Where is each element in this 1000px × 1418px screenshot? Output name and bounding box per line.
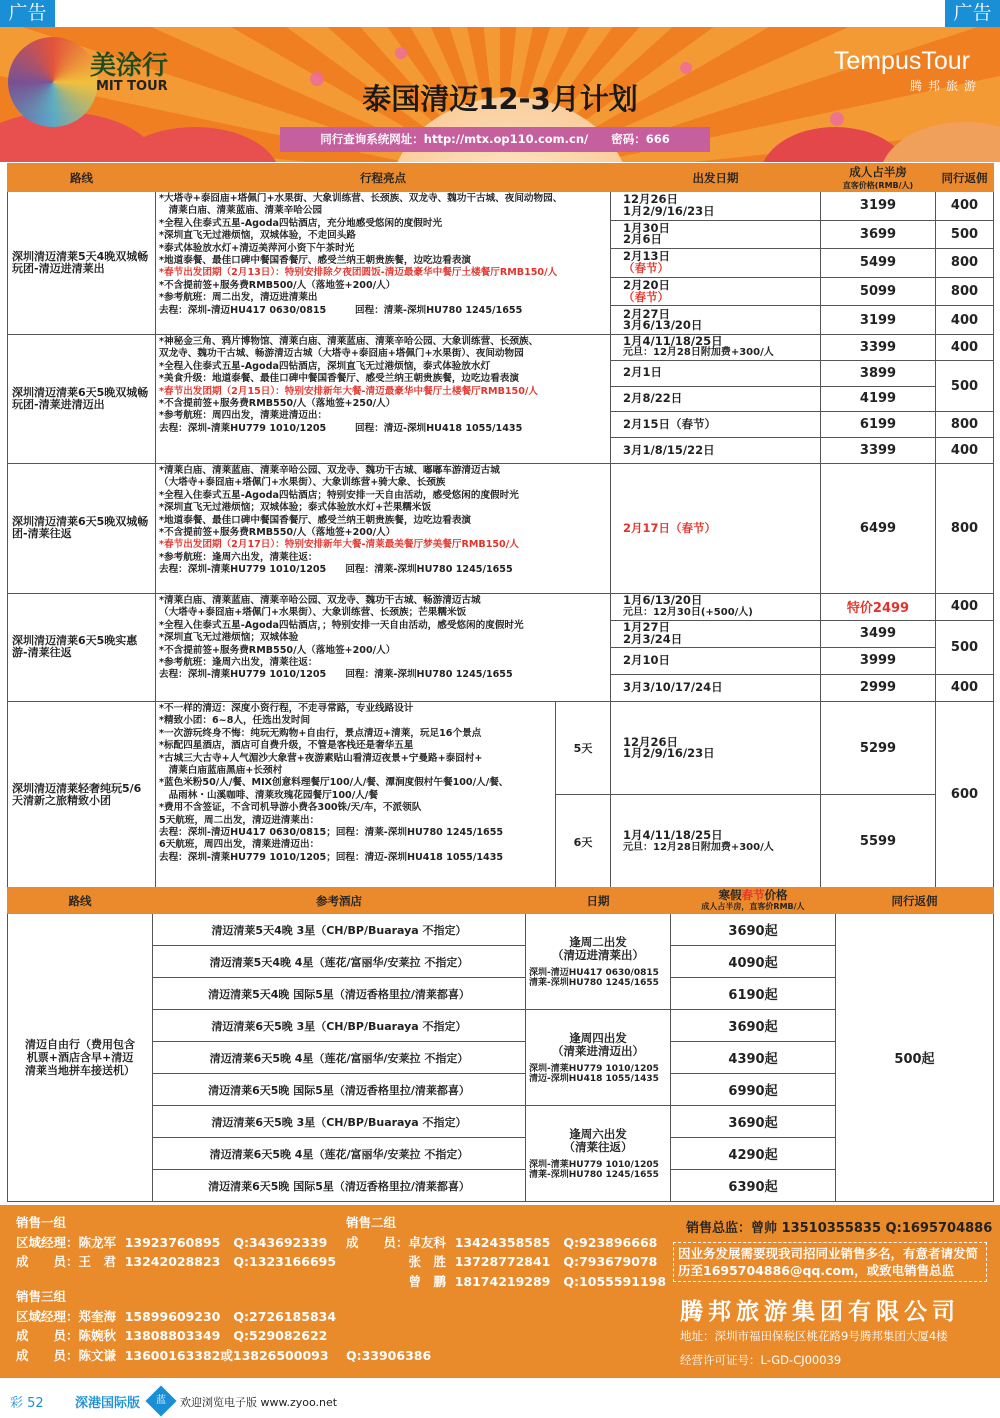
highlights <box>156 334 611 463</box>
date-line: （春节） <box>623 289 669 304</box>
table-row <box>8 914 994 946</box>
ad-label-right: 广告 <box>945 0 1000 27</box>
departure-date <box>611 620 821 647</box>
commission: 500 <box>936 620 994 674</box>
departure-group <box>526 914 671 1010</box>
departure-date <box>611 438 821 464</box>
flight-line: 深圳-清莱HU779 1010/1205 <box>529 1063 659 1074</box>
group-title: 逢周四出发 <box>569 1030 627 1045</box>
date-line: 1月4/11/18/25日 <box>623 828 723 843</box>
date-line: 元旦：12月28日附加费+300/人 <box>623 841 774 853</box>
logo-left-en: MIT TOUR <box>96 79 168 94</box>
free-tour-table <box>7 887 994 1202</box>
price: 6190起 <box>671 978 836 1010</box>
edition-badge-icon <box>145 1385 176 1416</box>
table-header <box>8 164 994 192</box>
highlight-line: *深圳直飞无过港烦恼；双城体验；泰式体验放水灯+芒果糯米饭 <box>159 502 432 514</box>
departure-date <box>611 593 821 620</box>
header-price-sub: 成人占半房，直客价RMB/人 <box>701 901 805 911</box>
group-flights <box>526 1064 670 1084</box>
departure-group <box>526 1010 671 1106</box>
highlight-line: *神秘金三角、鸦片博物馆、清莱白庙、清莱蓝庙、清莱辛哈公园、大象训练营、长颈族、 <box>159 335 539 347</box>
company-name: 腾邦旅游集团有限公司 <box>680 1299 960 1325</box>
date-line: 2月27日 <box>623 306 671 321</box>
highlight-line: *古城三大古寺+人气湄沙大象营+夜游素贴山看清迈夜景+宁曼路+泰囧村+ <box>159 752 483 764</box>
header-commission: 同行返佣 <box>936 164 994 192</box>
hotel: 清迈清莱6天5晚 3星（CH/BP/Buaraya 不指定） <box>153 1106 526 1138</box>
contact-line: 区域经理：陈龙军 13923760895 Q:343692339 <box>16 1234 328 1250</box>
highlight-line: 6天航班，周四出发，清莱进清迈出： <box>159 839 320 851</box>
flight-line: 清莱-深圳HU780 1245/1655 <box>529 977 659 988</box>
date-line: 1月30日 <box>623 220 671 235</box>
departure-date <box>611 386 821 412</box>
days-label: 5天 <box>556 701 611 795</box>
highlight-line: *参考航班：周四出发，清莱进清迈出： <box>159 410 328 422</box>
highlights <box>156 463 611 593</box>
highlight-line: *不含提前签+服务费RMB550/人（落地签+250/人） <box>159 398 396 409</box>
dot-decoration <box>395 47 407 59</box>
group-subtitle: （清莱进清迈出） <box>552 1043 644 1058</box>
highlight-line: *费用不含签证，不含司机导游小费各300铢/天/车，不派领队 <box>159 802 422 814</box>
departure-date <box>611 647 821 674</box>
header-dates: 出发日期 <box>611 164 821 192</box>
banner <box>0 27 1000 162</box>
contact-line: 成 员：陈婉秋 13808803349 Q:529082622 <box>16 1328 328 1343</box>
logo-right-cn: 腾邦旅游 <box>909 79 982 93</box>
highlight-line: （大塔寺+泰囧庙+塔佩门+水果街）、大象训练营、长颈族；芒果糯米饭 <box>159 607 467 619</box>
route-name: 深圳清迈清莱轻奢纯玩5/6天清新之旅精致小团 <box>8 701 156 888</box>
hotel: 清迈清莱5天4晚 4星（莲花/富丽华/安莱拉 不指定） <box>153 946 526 978</box>
sales-director: 销售总监：曾帅 13510355835 Q:1695704886 <box>686 1221 993 1236</box>
price: 3699 <box>821 220 936 249</box>
highlight-line: *全程入住泰式五星-Agoda四钻酒店，深圳直飞无过港烦恼，泰式体验放水灯 <box>159 360 491 372</box>
date-line: 2月3/24日 <box>623 631 683 646</box>
price: 3399 <box>821 334 936 360</box>
price: 3899 <box>821 360 936 386</box>
highlights <box>156 593 611 701</box>
date-line: 12月26日 <box>623 734 679 749</box>
group3 <box>16 1287 431 1365</box>
header-price-a: 寒假 <box>718 887 742 902</box>
flight-line: 清迈-深圳HU418 1055/1435 <box>529 1073 659 1084</box>
date-line: 2月13日 <box>623 249 671 264</box>
departure-date <box>611 192 821 221</box>
date-line: 3月3/10/17/24日 <box>623 680 723 695</box>
header-commission: 同行返佣 <box>836 888 994 914</box>
highlight-line: 清莱白庙、清莱蓝庙、清莱辛哈公园 <box>159 205 323 217</box>
dot-decoration <box>680 62 692 74</box>
tempus-tour-logo: TempusTour <box>833 47 970 75</box>
highlight-line: 品雨林・山溪咖啡、清莱玫瑰花园餐厅100/人/餐 <box>159 789 378 801</box>
date-line: 元旦：12月28日附加费+300/人 <box>623 347 774 359</box>
departure-date <box>611 220 821 249</box>
highlight-line: 去程：深圳-清迈HU417 0630/0815 回程：清莱-深圳HU780 1245/1655 <box>159 304 523 316</box>
price: 5599 <box>821 795 936 889</box>
tour-table <box>7 163 994 889</box>
header-price-label: 成人占半房 <box>849 165 907 179</box>
departure-date <box>611 463 821 593</box>
price: 3690起 <box>671 914 836 946</box>
price: 6199 <box>821 412 936 438</box>
departure-date <box>611 360 821 386</box>
highlight-line: *地道泰餐、最佳口碑中餐国香餐厅、感受兰纳王朝贵族餐，边吃边看表演 <box>159 514 472 526</box>
highlight-line: 去程：深圳-清莱HU779 1010/1205 回程：清莱-深圳HU780 1245/1655 <box>159 564 513 576</box>
highlight-line: 清莱白庙蓝庙黑庙+长颈村 <box>159 764 283 776</box>
header-price-sub: 直客价格(RMB/人) <box>842 181 914 190</box>
date-line: 1月2/9/16/23日 <box>623 746 715 761</box>
highlight-line: *春节出发团期（2月13日）：特别安排除夕夜团圆饭-清迈最豪华中餐厅土楼餐厅RMB150/人 <box>159 267 558 279</box>
highlight-line: 双龙寺、魏功干古城、畅游清迈古城（大塔寺+泰囧庙+塔佩门+水果街）、夜间动物园 <box>159 348 524 360</box>
date-line: 1月2/9/16/23日 <box>623 203 715 218</box>
highlight-line: 去程：深圳-清莱HU779 1010/1205；回程：清迈-深圳HU418 1055/1435 <box>159 851 504 863</box>
date-line: 1月27日 <box>623 620 671 635</box>
highlight-line: *参考航班：周二出发，清迈进清莱出 <box>159 292 318 304</box>
price: 3499 <box>821 620 936 647</box>
contact-line: 区域经理：郑奎海 15899609230 Q:2726185834 <box>16 1308 337 1324</box>
commission: 500 <box>936 360 994 412</box>
commission: 800 <box>936 277 994 306</box>
contact-line: 成 员：陈文谦 13600163382或13826500093 Q:33906386 <box>16 1347 432 1363</box>
price: 3690起 <box>671 1010 836 1042</box>
price: 特价2499 <box>821 593 936 620</box>
highlight-line: *深圳直飞无过港烦恼，双城体验，不走回头路 <box>159 230 356 242</box>
highlight-line: *地道泰餐、最佳口碑中餐国香餐厅、感受兰纳王朝贵族餐，边吃边看表演 <box>159 255 472 267</box>
departure-date <box>611 334 821 360</box>
table-row <box>8 463 994 593</box>
date-line: 2月8/22日 <box>623 391 683 406</box>
date-line: 3月1/8/15/22日 <box>623 442 715 457</box>
header-price-c: 价格 <box>764 887 788 902</box>
flight-line: 深圳-清莱HU779 1010/1205 <box>529 1159 659 1170</box>
date-line: 元旦：12月30日(+500/人) <box>623 606 753 618</box>
departure-date <box>611 674 821 701</box>
departure-date <box>611 249 821 278</box>
highlight-line: （大塔寺+泰囧庙+塔佩门+水果街）、大象训练营+骑大象、长颈族 <box>159 477 446 489</box>
commission: 400 <box>936 306 994 335</box>
departure-date <box>611 701 821 795</box>
highlight-line: *不含提前签+服务费RMB550/人（落地签+200/人） <box>159 644 396 656</box>
highlight-line: *大塔寺+泰囧庙+塔佩门+水果街、大象训练营、长颈族、双龙寺、魏功干古城、夜间动物园、 <box>159 193 563 204</box>
highlight-line: *参考航班：逢周六出发，清莱往返： <box>159 656 318 668</box>
hotel: 清迈清莱6天5晚 4星（莲花/富丽华/安莱拉 不指定） <box>153 1042 526 1074</box>
commission: 800 <box>936 249 994 278</box>
date-line: 1月4/11/18/25日 <box>623 333 723 348</box>
route-name: 清迈自由行（费用包含机票+酒店含早+清迈清莱当地拼车接送机） <box>8 914 153 1202</box>
date-line: 2月6日 <box>623 232 663 247</box>
highlight-line: *美食升级：地道泰餐、最佳口碑中餐国香餐厅、感受兰纳王朝贵族餐，边吃边看表演 <box>159 373 519 385</box>
group1 <box>16 1213 336 1272</box>
departure-date <box>611 306 821 335</box>
highlight-line: *参考航班：逢周六出发，清莱往返： <box>159 551 318 563</box>
commission: 400 <box>936 334 994 360</box>
flight-line: 深圳-清迈HU417 0630/0815 <box>529 967 659 978</box>
flight-line: 清莱-深圳HU780 1245/1655 <box>529 1169 659 1180</box>
departure-date <box>611 412 821 438</box>
price: 3999 <box>821 647 936 674</box>
hotel: 清迈清莱6天5晚 国际5星（清迈香格里拉/清莱都喜） <box>153 1170 526 1202</box>
group-flights <box>526 1160 670 1180</box>
group2-title: 销售二组 <box>346 1215 397 1230</box>
route-name: 深圳清迈清莱5天4晚双城畅玩团-清迈进清莱出 <box>8 192 156 335</box>
hotel: 清迈清莱6天5晚 3星（CH/BP/Buaraya 不指定） <box>153 1010 526 1042</box>
highlight-line: 去程：深圳-清莱HU779 1010/1205 回程：清莱-深圳HU780 1245/1655 <box>159 669 513 681</box>
highlight-line: *全程入住泰式五星-Agoda四钻酒店，充分地感受悠闲的度假时光 <box>159 217 443 229</box>
hotel: 清迈清莱6天5晚 4星（莲花/富丽华/安莱拉 不指定） <box>153 1138 526 1170</box>
ad-label-left: 广告 <box>0 0 55 27</box>
highlight-line: *精致小团：6~8人，任选出发时间 <box>159 715 311 727</box>
price: 5299 <box>821 701 936 795</box>
highlight-line: *不一样的清迈：深度小资行程，不走寻常路，专业线路设计 <box>159 702 414 714</box>
price: 2999 <box>821 674 936 701</box>
recruit-notice: 因业务发展需要现我司招同业销售多名，有意者请发简历至1695704886@qq.com，或致电销售总监 <box>673 1242 987 1282</box>
price: 4290起 <box>671 1138 836 1170</box>
price: 3399 <box>821 438 936 464</box>
header-date: 日期 <box>526 888 671 914</box>
header-price <box>671 888 836 914</box>
route-name: 深圳清迈清莱6天5晚双城畅团-清莱往返 <box>8 463 156 593</box>
contact-line: 成 员：王 君 13242028823 Q:1323166695 <box>16 1254 337 1269</box>
date-line: 1月6/13/20日 <box>623 593 703 608</box>
date-line: 3月6/13/20日 <box>623 318 703 333</box>
group1-title: 销售一组 <box>16 1215 67 1230</box>
header-price-b: 春节 <box>741 887 765 902</box>
table-row <box>8 701 994 795</box>
highlight-line: 去程：深圳-清迈HU417 0630/0815；回程：清莱-深圳HU780 1245/1655 <box>159 827 504 839</box>
days-label: 6天 <box>556 795 611 889</box>
group2 <box>346 1213 666 1291</box>
table-row <box>8 192 994 221</box>
date-line: （春节） <box>623 260 669 275</box>
commission: 500 <box>936 220 994 249</box>
website-link[interactable]: 欢迎浏览电子版 www.zyoo.net <box>180 1396 338 1409</box>
date-line: 2月15日（春节） <box>623 417 717 431</box>
price: 3199 <box>821 306 936 335</box>
date-line: 2月20日 <box>623 278 671 293</box>
highlight-line: 5天航班，周二出发，清迈进清莱出： <box>159 814 320 826</box>
price: 5099 <box>821 277 936 306</box>
license-number: 经营许可证号：L-GD-CJ00039 <box>680 1353 842 1367</box>
header-highlights: 行程亮点 <box>156 164 611 192</box>
route-name: 深圳清迈清莱6天5晚双城畅玩团-清莱进清迈出 <box>8 334 156 463</box>
highlight-line: *蓝色米粉50/人/餐、MIX创意料理餐厅100/人/餐、潭涧度假村午餐100/人/餐、 <box>159 777 509 789</box>
highlight-line: *全程入住泰式五星-Agoda四钻酒店；特别安排一天自由活动，感受悠闲的度假时光 <box>159 489 519 501</box>
highlight-line: *不含提前签+服务费RMB500/人（落地签+200/人） <box>159 279 396 291</box>
commission: 800 <box>936 412 994 438</box>
highlight-line: 去程：深圳-清莱HU779 1010/1205 回程：清迈-深圳HU418 1055/1435 <box>159 422 523 434</box>
commission: 400 <box>936 593 994 620</box>
price: 5499 <box>821 249 936 278</box>
group-subtitle: （清迈进清莱出） <box>552 947 644 962</box>
group-flights <box>526 968 670 988</box>
company-address: 地址：深圳市福田保税区桃花路9号腾邦集团大厦4楼 <box>680 1329 948 1343</box>
price: 3690起 <box>671 1106 836 1138</box>
date-line: 2月10日 <box>623 653 671 668</box>
table-header <box>8 888 994 914</box>
price: 3199 <box>821 192 936 221</box>
commission: 500起 <box>836 914 994 1202</box>
highlight-line: *春节出发团期（2月15日）：特别安排新年大餐-清迈最豪华中餐厅土楼餐厅RMB150/人 <box>159 385 539 397</box>
edition-label: 深港国际版 <box>75 1396 141 1411</box>
query-url-bar[interactable]: 同行查询系统网址：http://mtx.op110.com.cn/ 密码：666 <box>280 127 710 152</box>
highlight-line: *清莱白庙、清莱蓝庙、清莱辛哈公园、双龙寺、魏功干古城、嘟嘟车游清迈古城 <box>159 464 500 476</box>
departure-date <box>611 795 821 889</box>
date-line: 2月17日（春节） <box>623 520 717 535</box>
route-name: 深圳清迈清莱6天5晚实惠游-清莱往返 <box>8 593 156 701</box>
highlight-line: *清莱白庙、清莱蓝庙、清莱辛哈公园、双龙寺、魏功干古城、畅游清迈古城 <box>159 594 481 606</box>
group-title: 逢周二出发 <box>569 934 627 949</box>
commission: 800 <box>936 463 994 593</box>
group3-title: 销售三组 <box>16 1289 67 1304</box>
hotel: 清迈清莱5天4晚 3星（CH/BP/Buaraya 不指定） <box>153 914 526 946</box>
edition-badge-text: 蓝 <box>156 1395 166 1406</box>
price: 4090起 <box>671 946 836 978</box>
page-title: 泰国清迈12-3月计划 <box>362 82 638 116</box>
hotel: 清迈清莱6天5晚 国际5星（清迈香格里拉/清莱都喜） <box>153 1074 526 1106</box>
table-row <box>8 593 994 620</box>
commission: 600 <box>936 701 994 888</box>
cloud-decoration <box>880 122 1000 162</box>
highlight-line: *深圳直飞无过港烦恼；双城体验 <box>159 632 299 644</box>
price: 4390起 <box>671 1042 836 1074</box>
highlight-line: *不含提前签+服务费RMB550/人（落地签+200/人） <box>159 526 396 538</box>
logo-left-cn: 美涂行 <box>90 51 169 81</box>
departure-group <box>526 1106 671 1202</box>
price: 6499 <box>821 463 936 593</box>
sales-footer <box>0 1205 1000 1378</box>
price: 4199 <box>821 386 936 412</box>
date-line: 2月1日 <box>623 365 663 380</box>
header-route: 路线 <box>8 164 156 192</box>
commission: 400 <box>936 192 994 221</box>
highlight-line: *泰式体验放水灯+清迈美萍河小资下午茶时光 <box>159 242 355 254</box>
hotel: 清迈清莱5天4晚 国际5星（清迈香格里拉/清莱都喜） <box>153 978 526 1010</box>
highlight-line: *春节出发团期（2月17日）：特别安排新年大餐-清莱最美餐厅梦美餐厅RMB150/人 <box>159 539 519 551</box>
header-price <box>821 164 936 192</box>
table-row <box>8 334 994 360</box>
date-line: 12月26日 <box>623 192 679 207</box>
highlight-line: *全程入住泰式五星-Agoda四钻酒店，；特别安排一天自由活动，感受悠闲的度假时光 <box>159 619 524 631</box>
highlights <box>156 192 611 335</box>
group-title: 逢周六出发 <box>569 1126 627 1141</box>
highlights <box>156 701 556 888</box>
highlight-line: *标配四星酒店，酒店可自费升级，不管是客栈还是奢华五星 <box>159 740 414 752</box>
price: 6390起 <box>671 1170 836 1202</box>
header-route: 路线 <box>8 888 153 914</box>
departure-date <box>611 277 821 306</box>
group-subtitle: （清莱往返） <box>563 1139 633 1154</box>
highlight-line: *一次游玩终身不悔：纯玩无购物+自由行，景点清迈+清莱，玩足16个景点 <box>159 727 482 739</box>
page-number: 彩 52 <box>10 1396 44 1411</box>
commission: 400 <box>936 674 994 701</box>
contact-line: 张 胜 13728772841 Q:793679078 <box>346 1254 658 1269</box>
commission: 400 <box>936 438 994 464</box>
header-hotel: 参考酒店 <box>153 888 526 914</box>
page-footer <box>0 1390 1000 1418</box>
price: 6990起 <box>671 1074 836 1106</box>
contact-line: 曾 鹏 18174219289 Q:1055591198 <box>346 1273 667 1289</box>
contact-line: 成 员：卓友科 13424358585 Q:923896668 <box>346 1234 658 1250</box>
